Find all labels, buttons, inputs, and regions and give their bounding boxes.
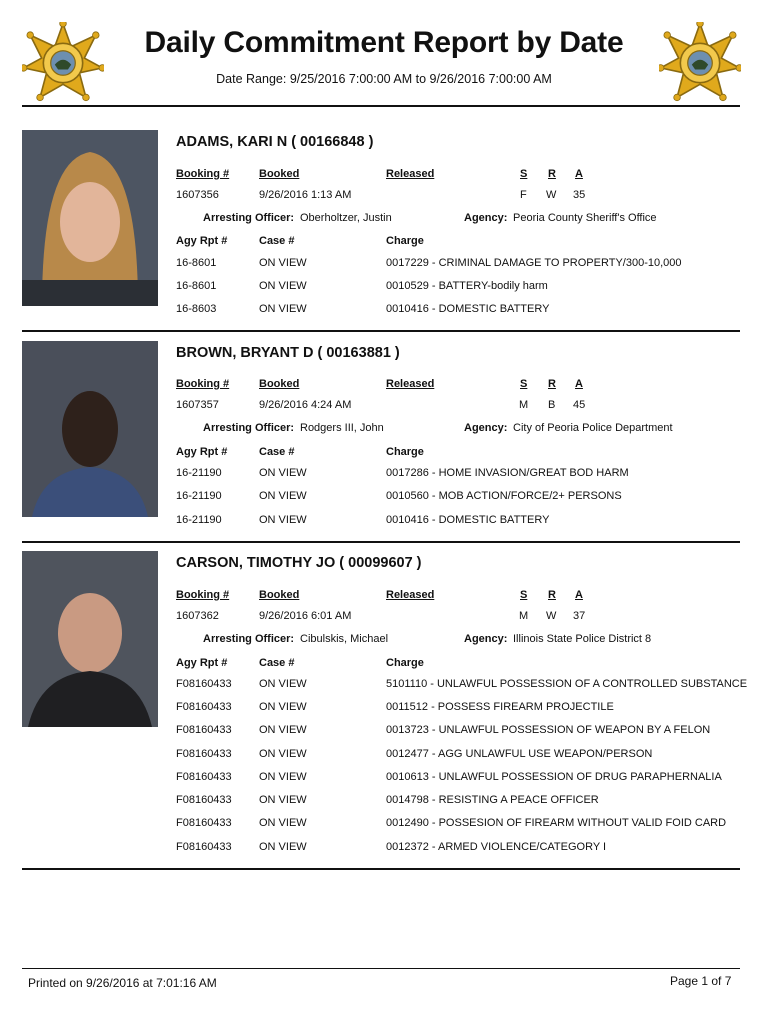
age-header: A [575,378,583,390]
charge-description: 0013723 - UNLAWFUL POSSESSION OF WEAPON BY A FELON [386,724,711,736]
sex-value: M [519,610,529,622]
age-header: A [575,589,583,601]
charge-description: 0012477 - AGG UNLAWFUL USE WEAPON/PERSON [386,748,653,760]
charge-agy-rpt: 16-8601 [176,280,217,292]
charge-agy-rpt: F08160433 [176,771,232,783]
agency-value: Peoria County Sheriff's Office [513,212,657,224]
booking-number: 1607357 [176,399,219,411]
arresting-officer: Cibulskis, Michael [300,633,389,645]
booking-header: Booking # [176,168,230,180]
inmate-name: BROWN, BRYANT D ( 00163881 ) [176,345,400,361]
charge-description: 0010416 - DOMESTIC BATTERY [386,514,550,526]
charge-description: 5101110 - UNLAWFUL POSSESSION OF A CONTROLLED SUBSTANCE [386,678,748,690]
inmate-record [0,341,768,541]
printed-timestamp: Printed on 9/26/2016 at 7:01:16 AM [28,976,217,990]
agency-value: Illinois State Police District 8 [513,633,652,645]
charge-header: Charge [386,657,424,669]
sex-header: S [520,589,528,601]
race-value: W [546,189,557,201]
booked-header: Booked [259,378,300,390]
charge-agy-rpt: 16-8603 [176,303,217,315]
booked-time: 9/26/2016 6:01 AM [259,610,352,622]
report-title: Daily Commitment Report by Date [144,26,624,59]
charge-agy-rpt: F08160433 [176,701,232,713]
age-value: 35 [573,189,586,201]
inmate-name: ADAMS, KARI N ( 00166848 ) [176,134,374,150]
charge-header: Charge [386,446,424,458]
race-header: R [548,168,556,180]
record-divider [22,330,740,332]
charge-case: ON VIEW [259,748,307,760]
sex-value: M [519,399,529,411]
charge-agy-rpt: F08160433 [176,841,232,853]
charge-description: 0010416 - DOMESTIC BATTERY [386,303,550,315]
charge-agy-rpt: 16-8601 [176,257,217,269]
inmate-record [0,130,768,330]
charge-case: ON VIEW [259,771,307,783]
mugshot-photo [22,551,158,727]
agency-label: Agency: [464,633,508,645]
booking-number: 1607356 [176,189,219,201]
booking-header: Booking # [176,378,230,390]
charge-case: ON VIEW [259,678,307,690]
charge-header: Charge [386,235,424,247]
charge-case: ON VIEW [259,280,307,292]
booked-time: 9/26/2016 1:13 AM [259,189,352,201]
charge-agy-rpt: 16-21190 [176,490,222,502]
mugshot-photo [22,341,158,517]
record-divider [22,541,740,543]
charge-agy-rpt: 16-21190 [176,467,222,479]
arresting-officer-label: Arresting Officer: [203,422,295,434]
sex-value: F [520,189,527,201]
charge-case: ON VIEW [259,817,307,829]
record-divider [22,868,740,870]
page-indicator: Page 1 of 7 [670,974,732,988]
charge-description: 0014798 - RESISTING A PEACE OFFICER [386,794,599,806]
footer-divider [22,968,740,969]
arresting-officer-label: Arresting Officer: [203,633,295,645]
released-header: Released [386,168,435,180]
inmate-record [0,551,768,871]
case-header: Case # [259,657,295,669]
race-header: R [548,378,556,390]
agy-rpt-header: Agy Rpt # [176,446,228,458]
charge-description: 0010560 - MOB ACTION/FORCE/2+ PERSONS [386,490,622,502]
charge-case: ON VIEW [259,724,307,736]
mugshot-photo [22,130,158,306]
charge-description: 0011512 - POSSESS FIREARM PROJECTILE [386,701,614,713]
charge-agy-rpt: F08160433 [176,748,232,760]
charge-description: 0010529 - BATTERY-bodily harm [386,280,548,292]
charge-description: 0010613 - UNLAWFUL POSSESSION OF DRUG PARAPHERNALIA [386,771,722,783]
case-header: Case # [259,235,295,247]
booked-header: Booked [259,589,300,601]
released-header: Released [386,378,435,390]
charge-case: ON VIEW [259,490,307,502]
arresting-officer: Rodgers III, John [300,422,384,434]
race-header: R [548,589,556,601]
arresting-officer: Oberholtzer, Justin [300,212,392,224]
charge-case: ON VIEW [259,794,307,806]
agency-value: City of Peoria Police Department [513,422,673,434]
race-value: B [548,399,556,411]
charge-case: ON VIEW [259,257,307,269]
agency-label: Agency: [464,212,508,224]
age-value: 37 [573,610,586,622]
charge-agy-rpt: F08160433 [176,817,232,829]
arresting-officer-label: Arresting Officer: [203,212,295,224]
charge-agy-rpt: F08160433 [176,678,232,690]
sex-header: S [520,168,528,180]
charge-case: ON VIEW [259,467,307,479]
agy-rpt-header: Agy Rpt # [176,235,228,247]
race-value: W [546,610,557,622]
charge-description: 0012372 - ARMED VIOLENCE/CATEGORY I [386,841,607,853]
agency-label: Agency: [464,422,508,434]
charge-description: 0017286 - HOME INVASION/GREAT BOD HARM [386,467,629,479]
charge-case: ON VIEW [259,701,307,713]
booking-number: 1607362 [176,610,219,622]
charge-agy-rpt: 16-21190 [176,514,222,526]
booked-time: 9/26/2016 4:24 AM [259,399,352,411]
inmate-name: CARSON, TIMOTHY JO ( 00099607 ) [176,555,422,571]
case-header: Case # [259,446,295,458]
header-divider [22,105,740,107]
charge-case: ON VIEW [259,841,307,853]
sex-header: S [520,378,528,390]
agy-rpt-header: Agy Rpt # [176,657,228,669]
charge-description: 0017229 - CRIMINAL DAMAGE TO PROPERTY/300-10,000 [386,257,682,269]
charge-agy-rpt: F08160433 [176,724,232,736]
age-header: A [575,168,583,180]
age-value: 45 [573,399,586,411]
charge-description: 0012490 - POSSESION OF FIREARM WITHOUT VALID FOID CARD [386,817,727,829]
booked-header: Booked [259,168,300,180]
charge-agy-rpt: F08160433 [176,794,232,806]
released-header: Released [386,589,435,601]
date-range: Date Range: 9/25/2016 7:00:00 AM to 9/26/2016 7:00:00 AM [216,72,552,86]
charge-case: ON VIEW [259,303,307,315]
booking-header: Booking # [176,589,230,601]
charge-case: ON VIEW [259,514,307,526]
